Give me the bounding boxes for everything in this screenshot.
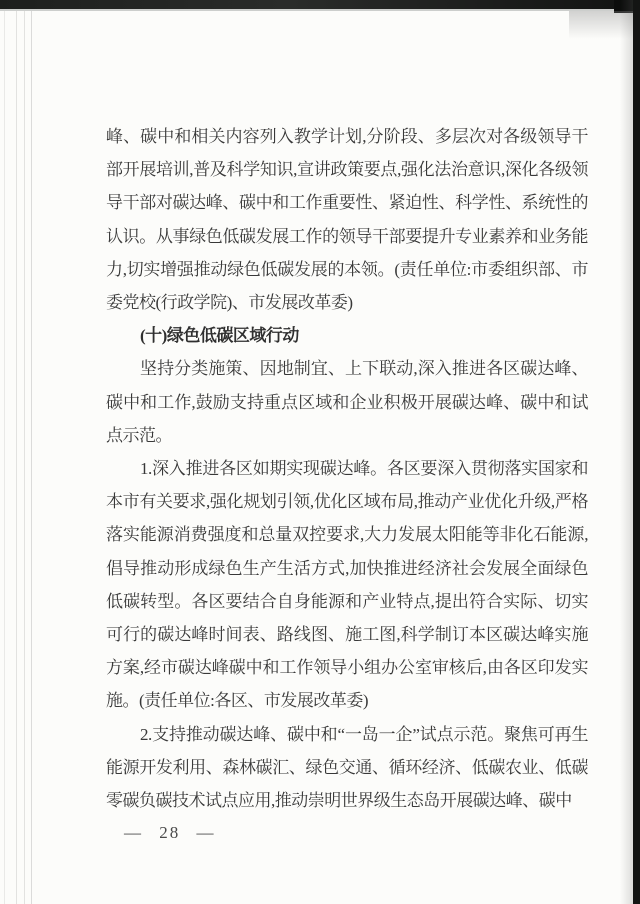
stacked-page-edge-line (24, 11, 25, 904)
stacked-page-edge-line (16, 11, 17, 904)
paragraph-continuation: 峰、碳中和相关内容列入教学计划,分阶段、多层次对各级领导干部开展培训,普及科学知识,宣讲政策要点,强化法治意识,深化各级领导干部对碳达峰、碳中和工作重要性、紧迫性、科学性、系统性的认识。从事绿色低碳发展工作的领导干部要提升专业素养和业务能力,切实增强推动绿色低碳发展的本领。(责任单位:市委组织部、市委党校(行政学院)、市发展改革委) (106, 127, 588, 313)
page-number: — 28 — (124, 823, 216, 842)
document-body (106, 120, 588, 817)
scanner-edge-right (633, 0, 640, 904)
stacked-page-edge-line (4, 11, 5, 904)
stacked-page-edge-line (31, 11, 32, 904)
paragraph-regional-overview: 坚持分类施策、因地制宜、上下联动,深入推进各区碳达峰、碳中和工作,鼓励支持重点区域和企业积极开展碳达峰、碳中和试点示范。 (106, 359, 588, 445)
paragraph-item-1-district-carbon-peak: 1.深入推进各区如期实现碳达峰。各区要深入贯彻落实国家和本市有关要求,强化规划引领,优化区域布局,推动产业优化升级,严格落实能源消费强度和总量双控要求,大力发展太阳能等非化石能源,倡导推动形成绿色生产生活方式,加快推进经济社会发展全面绿色低碳转型。各区要结合自身能源和产业特点,提出符合实际、切实可行的碳达峰时间表、路线图、施工图,科学制订本区碳达峰实施方案,经市碳达峰碳中和工作领导小组办公室审核后,由各区印发实施。(责任单位:各区、市发展改革委) (106, 459, 588, 711)
scanner-edge-top (0, 0, 640, 11)
scan-shadow-right (620, 0, 633, 904)
paragraph-item-2-pilot-demonstration: 2.支持推动碳达峰、碳中和“一岛一企”试点示范。聚焦可再生能源开发利用、森林碳汇、绿色交通、循环经济、低碳农业、低碳零碳负碳技术试点应用,推动崇明世界级生态岛开展碳达峰、碳中 (106, 724, 588, 811)
section-heading-green-low-carbon-regional-action: (十)绿色低碳区域行动 (140, 326, 299, 346)
